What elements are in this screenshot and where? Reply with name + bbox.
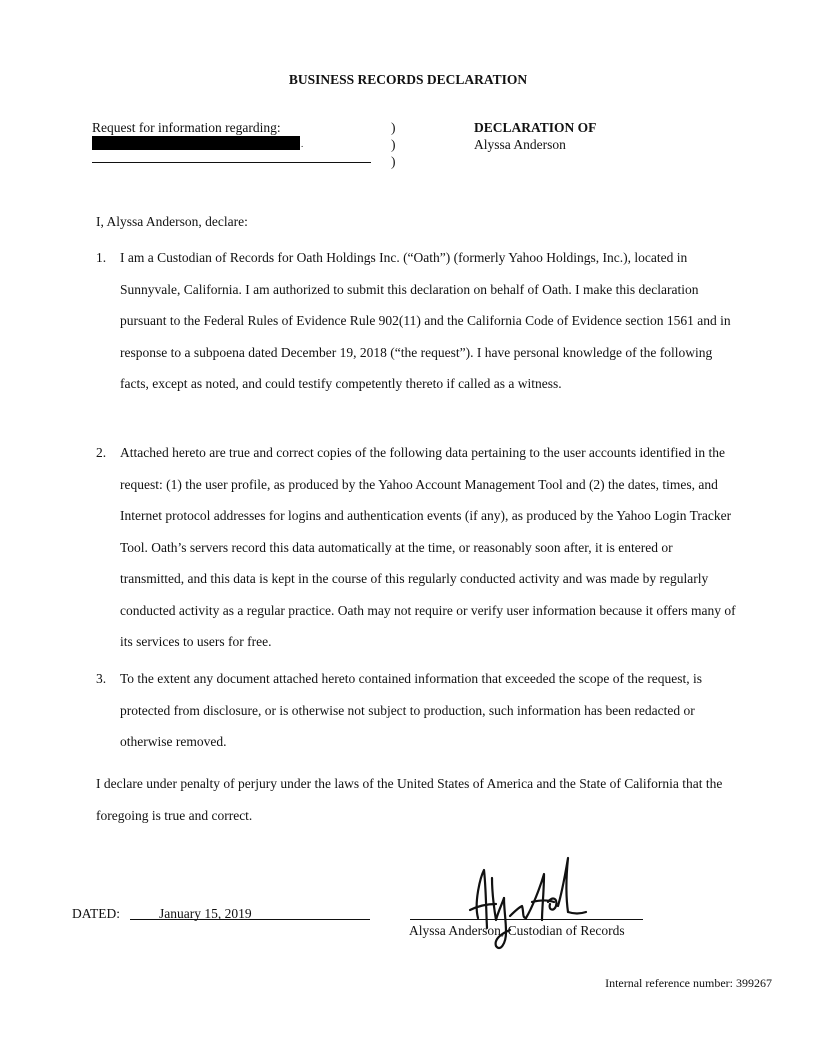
intro-statement: I, Alyssa Anderson, declare:: [96, 214, 248, 229]
declaration-item-2: [96, 437, 736, 658]
document-title: BUSINESS RECORDS DECLARATION: [288, 72, 528, 87]
declaration-item-3: [96, 663, 736, 758]
request-label: Request for information regarding:: [92, 119, 300, 137]
dated-label: DATED:: [72, 906, 120, 921]
item-text: I am a Custodian of Records for Oath Holdings Inc. (“Oath”) (formerly Yahoo Holdings, Inc.), located in Sunnyvale, California. I am authorized to submit this declaration on behalf of Oath. I make this declaration pursuant to the Federal Rules of Evidence Rule 902(11) and the California Code of Evidence section 1561 and in response to a subpoena dated December 19, 2018 (“the request”). I have personal knowledge of the following facts, except as noted, and could testify competently thereto if called as a witness.: [120, 250, 731, 391]
dated-value: January 15, 2019: [159, 906, 252, 921]
signature-caption: Alyssa Anderson, Custodian of Records: [409, 923, 625, 938]
item-number: 2.: [96, 445, 107, 460]
caption-paren-3: ): [391, 154, 396, 169]
redaction-trailer: .: [301, 139, 304, 149]
declaration-heading: DECLARATION OF: [474, 120, 597, 135]
declaration-item-1: [96, 242, 736, 400]
caption-paren-1: ): [391, 120, 396, 135]
declarant-name: Alyssa Anderson: [474, 137, 566, 152]
item-number: 3.: [96, 671, 107, 686]
request-blank-line: [92, 162, 371, 163]
handwritten-signature: [440, 848, 590, 958]
item-text: Attached hereto are true and correct copies of the following data pertaining to the user accounts identified in the request: (1) the user profile, as produced by the Yahoo Account Management Tool and (2) the dates, times, and Internet protocol addresses for logins and authentication events (if any), as produced by the Yahoo Login Tracker Tool. Oath’s servers record this data automatically at the time, or reasonably soon after, it is entered or transmitted, and this data is kept in the course of this regularly conducted activity and was made by regularly conducted activity as a regular practice. Oath may not require or verify user information because it offers many of its services to users for free.: [120, 445, 736, 649]
item-text: To the extent any document attached hereto contained information that exceeded the scope of the request, is protected from disclosure, or is otherwise not subject to production, such information has been redacted or otherwise removed.: [120, 671, 702, 749]
redaction-bar: [92, 136, 300, 150]
item-number: 1.: [96, 250, 107, 265]
internal-reference: Internal reference number: 399267: [605, 976, 772, 990]
caption-paren-2: ): [391, 137, 396, 152]
penalty-statement: I declare under penalty of perjury under the laws of the United States of America and the State of California that the foregoing is true and correct.: [96, 776, 723, 823]
